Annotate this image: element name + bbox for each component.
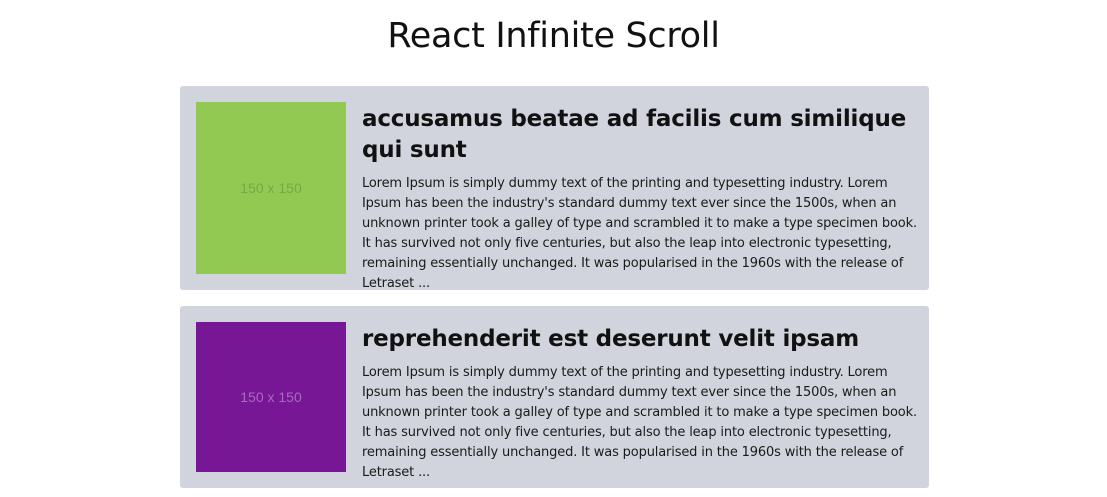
post-card xyxy=(180,306,929,488)
post-title: accusamus beatae ad facilis cum similique qui sunt xyxy=(362,106,907,163)
post-card xyxy=(180,86,929,290)
post-thumbnail xyxy=(196,102,346,274)
post-body: Lorem Ipsum is simply dummy text of the printing and typesetting industry. Lorem Ipsum has been the industry's standard dummy text ever since the 1500s, when an unknown printer took a galley of type and scrambled it to make a type specimen book. It has survived not only five centuries, but also the leap into electronic typesetting, remaining essentially unchanged. It was popularised in the 1960s with the release of Letraset ... xyxy=(362,365,917,480)
page-title: React Infinite Scroll xyxy=(387,16,720,56)
post-card-body xyxy=(362,324,918,483)
post-card-body xyxy=(362,104,918,294)
thumbnail-placeholder-text: 150 x 150 xyxy=(240,389,302,405)
post-title: reprehenderit est deserunt velit ipsam xyxy=(362,326,860,352)
post-thumbnail xyxy=(196,322,346,472)
post-body: Lorem Ipsum is simply dummy text of the printing and typesetting industry. Lorem Ipsum has been the industry's standard dummy text ever since the 1500s, when an unknown printer took a galley of type and scrambled it to make a type specimen book. It has survived not only five centuries, but also the leap into electronic typesetting, remaining essentially unchanged. It was popularised in the 1960s with the release of Letraset ... xyxy=(362,176,917,291)
thumbnail-placeholder-text: 150 x 150 xyxy=(240,180,302,196)
